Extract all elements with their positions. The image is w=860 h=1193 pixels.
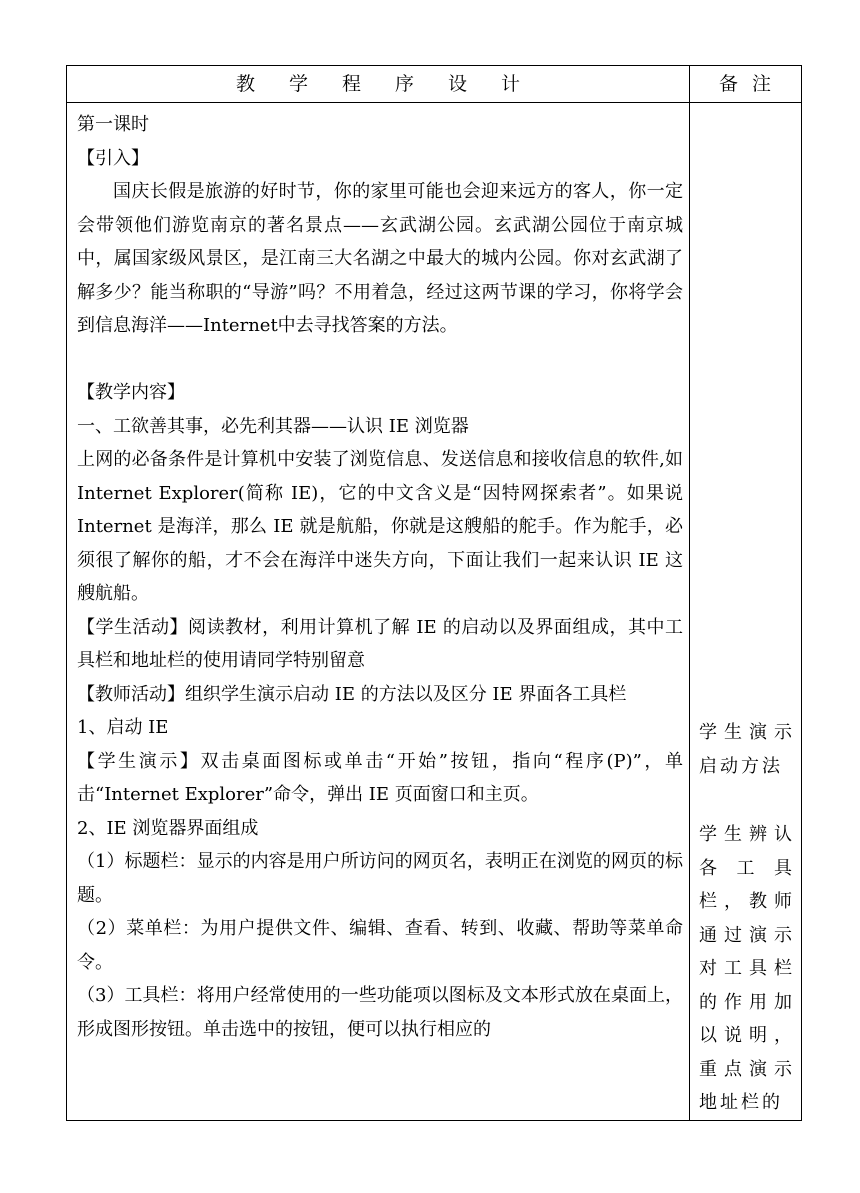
note-toolbar: 学生辨认各工具栏，教师通过演示对工具栏的作用加以说明，重点演示地址栏的 <box>699 824 795 1113</box>
student-activity: 【学生活动】阅读教材，利用计算机了解 IE 的启动以及界面组成，其中工具栏和地址栏的使用请同学特别留意 <box>77 616 683 671</box>
part2-menubar: （2）菜单栏：为用户提供文件、编辑、查看、转到、收藏、帮助等菜单命令。 <box>77 918 683 973</box>
part3-toolbar: （3）工具栏：将用户经常使用的一些功能项以图标及文本形式放在桌面上，形成图形按钮。单击选中的按钮，便可以执行相应的 <box>77 985 683 1040</box>
table-header-note: 备注 <box>718 73 785 95</box>
student-demo: 【学生演示】双击桌面图标或单击“开始”按钮，指向“程序(P)”，单击“Internet Explorer”命令，弹出 IE 页面窗口和主页。 <box>77 750 683 805</box>
teacher-activity: 【教师活动】组织学生演示启动 IE 的方法以及区分 IE 界面各工具栏 <box>77 683 627 705</box>
table-header-title: 教学程序设计 <box>235 73 554 95</box>
note-demo-start: 学生演示启动方法 <box>699 722 795 777</box>
intro-paragraph: 国庆长假是旅游的好时节，你的家里可能也会迎来远方的客人，你一定会带领他们游览南京的著名景点——玄武湖公园。玄武湖公园位于南京城中，属国家级风景区，是江南三大名湖之中最大的城内公园。你对玄武湖了解多少？能当称职的“导游”吗？不用着急，经过这两节课的学习，你将学会到信息海洋——Internet中去寻找答案的方法。 <box>77 181 683 336</box>
blank-line <box>77 343 683 377</box>
section1-paragraph: 上网的必备条件是计算机中安装了浏览信息、发送信息和接收信息的软件,如 Internet Explorer(简称 IE)，它的中文含义是“因特网探索者”。如果说 Internet 是海洋，那么 IE 就是航船，你就是这艘船的舵手。作为舵手，必须很了解你的船，才不会在海洋中迷失方向，下面让我们一起来认识 IE 这艘航船。 <box>77 449 683 604</box>
lesson-label: 第一课时 <box>77 114 149 135</box>
intro-heading: 【引入】 <box>77 147 149 169</box>
item2-title: 2、IE 浏览器界面组成 <box>77 817 259 839</box>
part1-titlebar: （1）标题栏：显示的内容是用户所访问的网页名，表明正在浏览的网页的标题。 <box>77 851 683 906</box>
table-header-row <box>67 66 801 103</box>
item1-title: 1、启动 IE <box>77 717 169 738</box>
main-content-cell <box>77 108 683 1046</box>
teaching-heading: 【教学内容】 <box>77 382 185 403</box>
column-divider <box>689 66 690 1120</box>
lesson-plan-table <box>66 65 802 1121</box>
section1-title: 一、工欲善其事，必先利其器——认识 IE 浏览器 <box>77 415 469 437</box>
